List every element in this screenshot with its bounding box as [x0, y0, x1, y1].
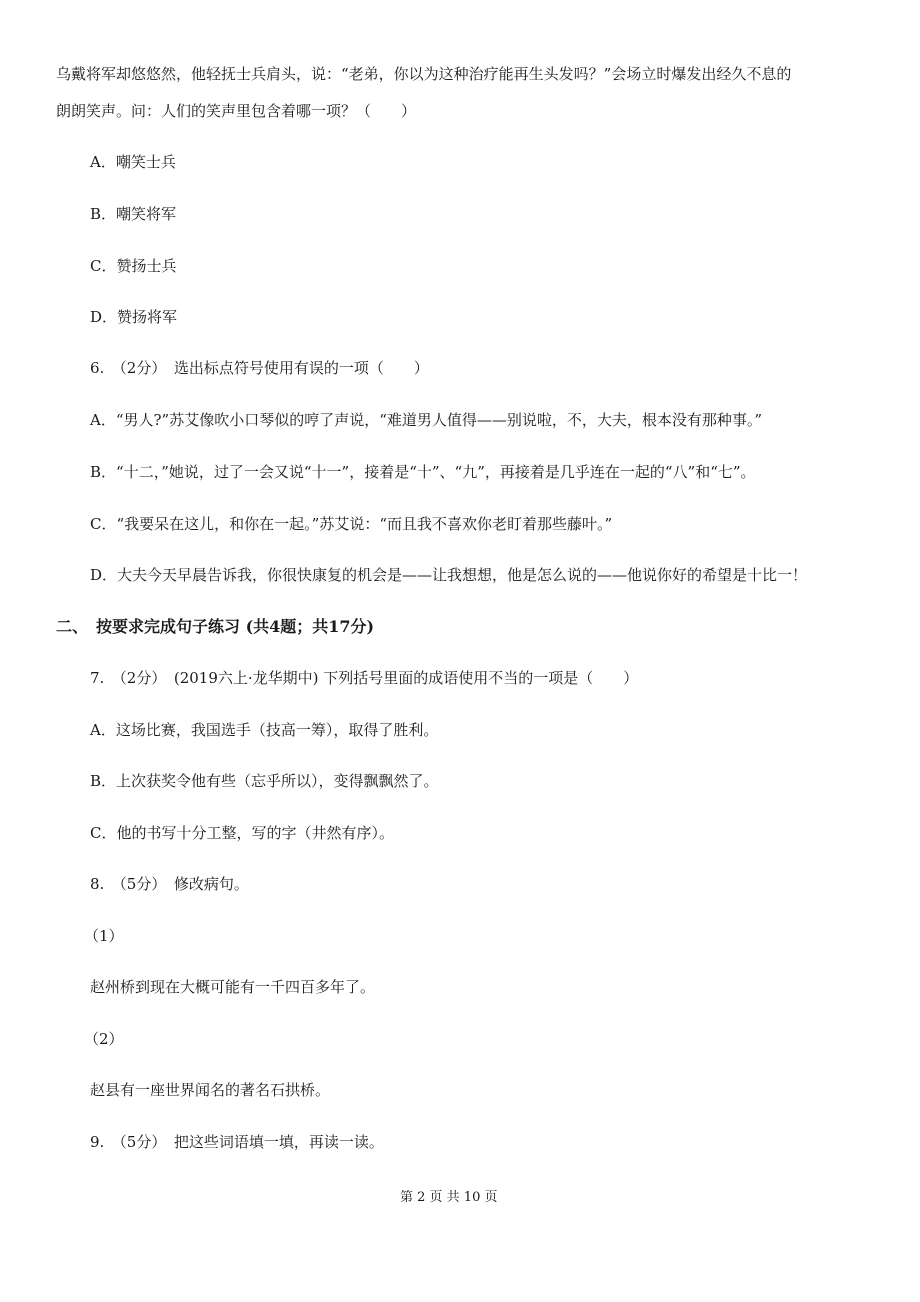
intro-text-line-2: 朗朗笑声。问：人们的笑声里包含着哪一项？（ ）: [56, 102, 417, 120]
q7-option-b: B．上次获奖令他有些（忘乎所以），变得飘飘然了。: [90, 772, 439, 790]
section-2-title: 二、 按要求完成句子练习 (共4题；共17分): [56, 617, 375, 636]
q5-option-d: D．赞扬将军: [90, 308, 178, 326]
q5-option-a: A．嘲笑士兵: [90, 153, 176, 171]
q9-stem: 9. （5分） 把这些词语填一填，再读一读。: [90, 1133, 384, 1151]
q8-sub2-label: （2）: [84, 1030, 124, 1048]
q8-sub1-label: （1）: [84, 927, 124, 945]
q6-option-a: A．“男人?”苏艾像吹小口琴似的哼了声说，“难道男人值得——别说啦，不，大夫，根本没有那种事。”: [90, 411, 763, 429]
page-footer: 第 2 页 共 10 页: [400, 1190, 498, 1205]
q8-stem: 8. （5分） 修改病句。: [90, 875, 249, 893]
q5-option-c: C．赞扬士兵: [90, 257, 177, 275]
q6-stem: 6. （2分） 选出标点符号使用有误的一项（ ）: [90, 359, 429, 377]
q7-option-c: C．他的书写十分工整，写的字（井然有序）。: [90, 824, 394, 842]
q8-sub2-text: 赵县有一座世界闻名的著名石拱桥。: [90, 1081, 331, 1099]
q6-option-c: C．“我要呆在这儿，和你在一起。”苏艾说：“而且我不喜欢你老盯着那些藤叶。”: [90, 515, 613, 533]
intro-text-line-1: 乌戴将军却悠悠然，他轻抚士兵肩头，说：“老弟，你以为这种治疗能再生头发吗？”会场立时爆发出经久不息的: [56, 65, 792, 83]
q8-sub1-text: 赵州桥到现在大概可能有一千四百多年了。: [90, 978, 376, 996]
q6-option-b: B．“十二，”她说，过了一会又说“十一”，接着是“十”、“九”，再接着是几乎连在一起的“八”和“七”。: [90, 463, 756, 481]
q7-stem: 7. （2分） (2019六上·龙华期中) 下列括号里面的成语使用不当的一项是（ ）: [90, 669, 639, 687]
q6-option-d: D．大夫今天早晨告诉我，你很快康复的机会是——让我想想，他是怎么说的——他说你好的希望是十比一！: [90, 566, 808, 584]
q7-option-a: A．这场比赛，我国选手（技高一筹），取得了胜利。: [90, 721, 439, 739]
q5-option-b: B．嘲笑将军: [90, 205, 177, 223]
